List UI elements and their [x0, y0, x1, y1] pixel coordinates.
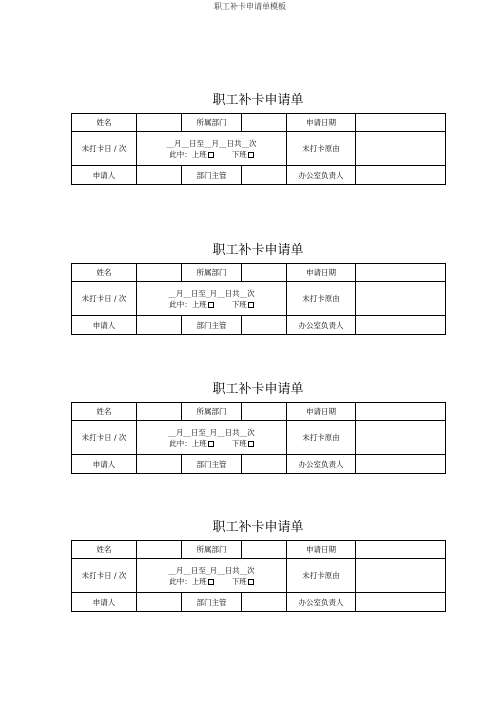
form-table [71, 113, 446, 185]
name-label: 姓名 [72, 114, 137, 132]
apply-date-value-cell[interactable] [356, 264, 446, 282]
reason-value-cell[interactable] [356, 421, 446, 455]
missed-detail-cell[interactable] [137, 421, 287, 455]
name-label: 姓名 [72, 403, 137, 421]
applicant-value-cell[interactable] [137, 593, 182, 612]
table-row [72, 264, 446, 282]
table-row [72, 403, 446, 421]
reason-value-cell[interactable] [356, 132, 446, 166]
apply-date-label: 申请日期 [287, 403, 356, 421]
table-row [72, 455, 446, 474]
applicant-label: 申请人 [72, 455, 137, 474]
form-block-2 [71, 242, 445, 335]
dept-value-cell[interactable] [242, 403, 287, 421]
shift-prefix: 此中： [169, 149, 192, 159]
table-row [72, 282, 446, 316]
dept-label: 所属部门 [182, 403, 242, 421]
off-duty-checkbox[interactable] [248, 441, 254, 447]
name-value-cell[interactable] [137, 403, 182, 421]
off-duty-checkbox[interactable] [248, 302, 254, 308]
dept-label: 所属部门 [182, 541, 242, 559]
form-title: 职工补卡申请单 [212, 520, 304, 535]
on-duty-label: 上班 [191, 299, 207, 309]
table-row [72, 559, 446, 593]
dept-value-cell[interactable] [242, 541, 287, 559]
form-title: 职工补卡申请单 [212, 243, 304, 258]
table-row [72, 114, 446, 132]
office-head-label: 办公室负责人 [287, 455, 356, 474]
missed-label: 未打卡日 / 次 [72, 132, 137, 166]
supervisor-label: 部门主管 [182, 166, 242, 185]
supervisor-value-cell[interactable] [242, 593, 287, 612]
missed-detail-cell[interactable] [137, 282, 287, 316]
off-duty-label: 下班 [231, 299, 247, 309]
date-range-text: __月__日至_月__日共__次 [168, 565, 255, 575]
office-head-label: 办公室负责人 [287, 166, 356, 185]
form-title: 职工补卡申请单 [212, 93, 304, 108]
reason-label: 未打卡原由 [287, 421, 356, 455]
applicant-value-cell[interactable] [137, 455, 182, 474]
on-duty-label: 上班 [191, 576, 207, 586]
form-table [71, 540, 446, 612]
shift-line [137, 576, 286, 587]
missed-label: 未打卡日 / 次 [72, 421, 137, 455]
document-header-title: 职工补卡申请单模板 [214, 2, 286, 11]
name-value-cell[interactable] [137, 264, 182, 282]
apply-date-value-cell[interactable] [356, 541, 446, 559]
on-duty-label: 上班 [191, 438, 207, 448]
office-head-label: 办公室负责人 [287, 316, 356, 335]
on-duty-checkbox[interactable] [208, 152, 214, 158]
applicant-value-cell[interactable] [137, 166, 182, 185]
name-value-cell[interactable] [137, 541, 182, 559]
dept-label: 所属部门 [182, 114, 242, 132]
missed-detail-cell[interactable] [137, 559, 287, 593]
off-duty-label: 下班 [231, 438, 247, 448]
apply-date-value-cell[interactable] [356, 403, 446, 421]
office-head-value-cell[interactable] [356, 455, 446, 474]
reason-value-cell[interactable] [356, 559, 446, 593]
off-duty-label: 下班 [231, 149, 247, 159]
supervisor-label: 部门主管 [182, 455, 242, 474]
supervisor-label: 部门主管 [182, 593, 242, 612]
applicant-label: 申请人 [72, 166, 137, 185]
form-table [71, 263, 446, 335]
form-block-1 [71, 92, 445, 185]
apply-date-label: 申请日期 [287, 264, 356, 282]
table-row [72, 421, 446, 455]
reason-label: 未打卡原由 [287, 282, 356, 316]
table-row [72, 132, 446, 166]
dept-label: 所属部门 [182, 264, 242, 282]
name-label: 姓名 [72, 264, 137, 282]
form-block-4 [71, 519, 445, 612]
apply-date-value-cell[interactable] [356, 114, 446, 132]
supervisor-value-cell[interactable] [242, 455, 287, 474]
reason-value-cell[interactable] [356, 282, 446, 316]
on-duty-checkbox[interactable] [208, 441, 214, 447]
table-row [72, 593, 446, 612]
off-duty-label: 下班 [231, 576, 247, 586]
form-table [71, 402, 446, 474]
on-duty-checkbox[interactable] [208, 579, 214, 585]
dept-value-cell[interactable] [242, 114, 287, 132]
shift-prefix: 此中： [169, 299, 192, 309]
office-head-label: 办公室负责人 [287, 593, 356, 612]
apply-date-label: 申请日期 [287, 114, 356, 132]
reason-label: 未打卡原由 [287, 559, 356, 593]
table-row [72, 541, 446, 559]
shift-line [137, 438, 286, 449]
date-range-text: __月__日至_月__日共__次 [168, 288, 255, 298]
form-title: 职工补卡申请单 [212, 382, 304, 397]
shift-line [137, 299, 286, 310]
supervisor-value-cell[interactable] [242, 166, 287, 185]
office-head-value-cell[interactable] [356, 316, 446, 335]
date-range-text: __月__日至__月__日共__次 [166, 138, 257, 148]
dept-value-cell[interactable] [242, 264, 287, 282]
office-head-value-cell[interactable] [356, 593, 446, 612]
off-duty-checkbox[interactable] [248, 152, 254, 158]
applicant-label: 申请人 [72, 316, 137, 335]
supervisor-value-cell[interactable] [242, 316, 287, 335]
date-range-text: __月__日至_月__日共__次 [168, 427, 255, 437]
supervisor-label: 部门主管 [182, 316, 242, 335]
table-row [72, 166, 446, 185]
on-duty-label: 上班 [191, 149, 207, 159]
office-head-value-cell[interactable] [356, 166, 446, 185]
missed-label: 未打卡日 / 次 [72, 559, 137, 593]
shift-line [137, 149, 286, 160]
name-value-cell[interactable] [137, 114, 182, 132]
applicant-label: 申请人 [72, 593, 137, 612]
name-label: 姓名 [72, 541, 137, 559]
reason-label: 未打卡原由 [287, 132, 356, 166]
missed-detail-cell[interactable] [137, 132, 287, 166]
applicant-value-cell[interactable] [137, 316, 182, 335]
shift-prefix: 此中： [169, 438, 192, 448]
shift-prefix: 此中： [169, 576, 192, 586]
table-row [72, 316, 446, 335]
missed-label: 未打卡日 / 次 [72, 282, 137, 316]
on-duty-checkbox[interactable] [208, 302, 214, 308]
off-duty-checkbox[interactable] [248, 579, 254, 585]
form-block-3 [71, 381, 445, 474]
apply-date-label: 申请日期 [287, 541, 356, 559]
